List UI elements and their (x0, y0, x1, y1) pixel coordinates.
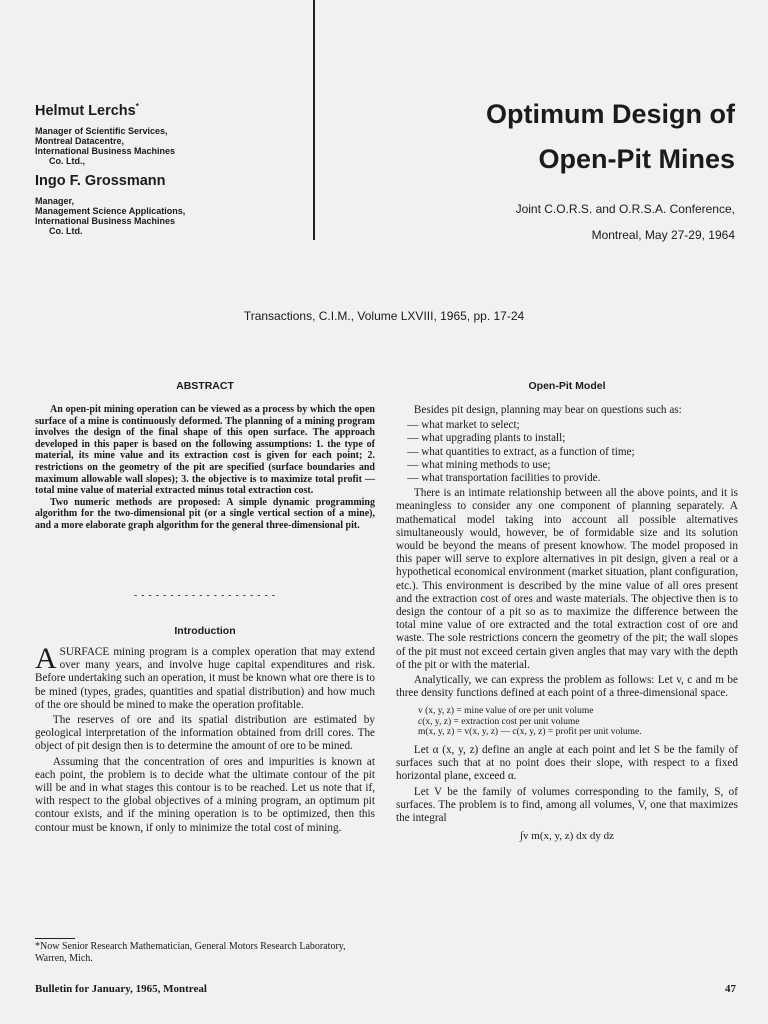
author-1-name: Helmut Lerchs* (35, 102, 139, 119)
model-body: Besides pit design, planning may bear on questions such as: — what market to select; — what upgrading plants to install; — what quantities to extract, as a function of time; — what mining methods to use; — what transportation facilities to provide. There is an intimate relationship between all the above points, and it is meaningless to consider any one component of planning separately. A mathematical model taking into account all possible alternatives simultaneously would, however, be of formidable size and its solution would be beyond the means of present knowhow. The model proposed in this paper will serve to explore alternatives in pit design, given a real or a hypothetical economical environment (market situation, plant configuration, etc.). This environment is described by the mine value of all ores present and the extraction cost of ores and waste materials. The objective then is to design the contour of a pit so as to maximize the difference between the total mine value of ore extracted and the total extraction cost of ore and waste. The sole restrictions concern the geometry of the pit; the wall slopes of the pit must not exceed certain given angles that may vary with the depth of the pit or with the material. Analytically, we can express the problem as follows: Let v, c and m be three density functions defined at each point of a three-dimensional space. v (x, y, z) = mine value of ore per unit volume c(x, y, z) = extraction cost per unit volume m(x, y, z) = v(x, y, z) — c(x, y, z) = profit per unit volume. Let α (x, y, z) define an angle at each point and let S be the family of surfaces such that at no point does their slope, with respect to a fixed horizontal plane, exceed α. Let V be the family of volumes corresponding to the family, S, of surfaces. The problem is to find, among all volumes, V, one that maximizes the integral ∫v m(x, y, z) dx dy dz (396, 404, 738, 843)
drop-cap: A (35, 642, 57, 675)
author-2-name: Ingo F. Grossmann (35, 172, 166, 189)
abstract-heading: ABSTRACT (176, 380, 234, 392)
introduction-body: ASURFACE mining program is a complex operation that may extend over many years, and involve huge capital expenditures and risk. Before undertaking such an operation, it must be known what ore there is to be mined (types, grades, quantities and spatial distribution) and how much of the ore should be mined to make the operation profitable. The reserves of ore and its spatial distribution are estimated by geological interpretation of the information obtained from drill cores. The object of pit design then is to determine the amount of ore to be mined. Assuming that the concentration of ores and impurities is known at each point, the problem is to decide what the ultimate contour of the pit will be and in what stages this contour is to be reached. Let us note that if, with respect to the global objectives of a mining program, an optimum pit contour exists, and if the mining operation is to be optimized, then this contour must be known, if only to minimize the total cost of mining. (35, 642, 375, 834)
page-number: 47 (725, 983, 736, 995)
question-list (396, 419, 738, 485)
integral-expression: ∫v m(x, y, z) dx dy dz (520, 830, 614, 843)
footnote: *Now Senior Research Mathematician, General Motors Research Laboratory, Warren, Mich. (35, 938, 375, 964)
abstract-body: An open-pit mining operation can be viewed as a process by which the open surface of a mine is continuously deformed. The planning of a mining program involves the design of the final shape of this open surface. The approach developed in this paper is based on the following assumptions: 1. the type of material, its mine value and its extraction cost is given for each point; 2. restrictions on the geometry of the pit are specified (surface boundaries and maximum allowable wall slopes); 3. the objective is to maximize total profit — total mine value of material extracted minus total extraction cost. Two numeric methods are proposed: A simple dynamic programming algorithm for the two-dimensional pit (or a single vertical section of a mine), and a more elaborate graph algorithm for the general three-dimensional pit. (35, 404, 375, 531)
model-heading: Open-Pit Model (528, 380, 606, 392)
authors-block (35, 102, 305, 236)
list-item: — what market to select; (407, 419, 520, 432)
header-vertical-rule (313, 0, 315, 240)
conference-info: Joint C.O.R.S. and O.R.S.A. Conference, Montreal, May 27-29, 1964 (515, 202, 735, 242)
equations: v (x, y, z) = mine value of ore per unit volume c(x, y, z) = extraction cost per unit volume m(x, y, z) = v(x, y, z) — c(x, y, z) = profit per unit volume. (418, 706, 642, 738)
introduction-heading: Introduction (174, 625, 236, 637)
transactions-line: Transactions, C.I.M., Volume LXVIII, 1965, pp. 17-24 (243, 309, 525, 323)
paper-title: Optimum Design of Open-Pit Mines (486, 99, 735, 174)
list-item: — what mining methods to use; (407, 458, 551, 471)
section-divider: - - - - - - - - - - - - - - - - - - - - (134, 590, 276, 600)
author-1-affiliation: Manager of Scientific Services, Montreal Datacentre, International Business Machines Co. Ltd., (35, 125, 176, 166)
list-item: — what transportation facilities to provide. (407, 472, 601, 485)
footer-journal: Bulletin for January, 1965, Montreal (35, 983, 207, 995)
list-item: — what quantities to extract, as a function of time; (407, 445, 635, 458)
list-item: — what upgrading plants to install; (407, 432, 566, 445)
author-2-affiliation: Manager, Management Science Applications, International Business Machines Co. Ltd. (35, 195, 186, 236)
